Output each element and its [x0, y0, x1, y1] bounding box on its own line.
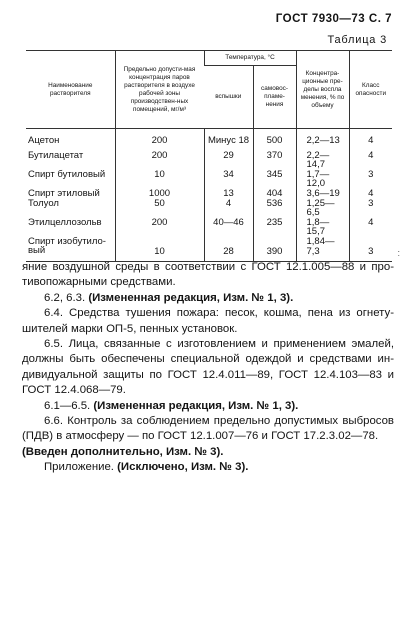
- cell-limits: 1,25—6,5: [296, 199, 349, 218]
- cell-hazard: 4: [349, 189, 392, 199]
- cell-flash: 29: [204, 146, 253, 170]
- paragraph-6-5: 6.5. Лица, связанные с изготовлением и применением эмалей, должны быть обеспечены специальной одеждой и средствами ин-дивидуальной защиты по ГОСТ 12.4.011—89, ГОСТ 12.4.103—83 и ГОСТ 12.4.068—79.: [22, 338, 394, 397]
- header-flash-point: вспышки: [204, 66, 253, 129]
- cell-autoign: 345: [253, 170, 296, 189]
- cell-limits: 2,2—13: [296, 136, 349, 146]
- cell-name: Спирт изобутило-вый: [26, 237, 115, 262]
- cell-mac: 200: [115, 146, 204, 170]
- cell-autoign: 390: [253, 237, 296, 262]
- cell-hazard: 3: [349, 237, 392, 262]
- cell-autoign: 370: [253, 146, 296, 170]
- cell-hazard: 3: [349, 170, 392, 189]
- cell-mac: 1000: [115, 189, 204, 199]
- cell-name: Ацетон: [28, 135, 60, 146]
- cell-mac: 50: [115, 199, 204, 218]
- cell-hazard: 4: [349, 136, 392, 146]
- cell-flash: 40—46: [204, 218, 253, 237]
- cell-flash: 4: [204, 199, 253, 218]
- cell-hazard: 4: [349, 218, 392, 237]
- paragraph-6-2-6-3: [22, 291, 394, 306]
- table-row: [26, 146, 392, 170]
- header-solvent-name: Наименование растворителя: [26, 51, 115, 129]
- cell-name: Бутилацетат: [28, 149, 84, 161]
- amendment-note: (Исключено, Изм. № 3).: [117, 461, 249, 474]
- body-text: [22, 260, 394, 476]
- solvent-properties-table: [26, 50, 392, 262]
- margin-mark: :: [397, 248, 400, 258]
- cell-limits: 1,8—15,7: [296, 218, 349, 237]
- cell-limits: 3,6—19: [296, 189, 349, 199]
- cell-flash: Минус 18: [204, 136, 253, 146]
- appendix-label: Приложение.: [44, 461, 118, 474]
- paragraph-continuation: яние воздушной среды в соответствии с ГОСТ 12.1.005—88 и про-тивопожарными средствами.: [22, 261, 394, 289]
- cell-name: Толуол: [28, 197, 59, 209]
- cell-autoign: 404: [253, 189, 296, 199]
- cell-limits: 1,84—7,3: [296, 237, 349, 262]
- cell-mac: 200: [115, 136, 204, 146]
- table-row: [26, 136, 392, 146]
- header-max-concentration: Предельно допусти-мая концентрация паров растворителя в воздухе рабочей зоны производствен-ных помещений, мг/м³: [115, 51, 204, 129]
- header-autoignition: самовос-пламе-нения: [253, 66, 296, 129]
- cell-hazard: 4: [349, 146, 392, 170]
- cell-flash: 28: [204, 237, 253, 262]
- paragraph-6-6: 6.6. Контроль за соблюдением предельно допустимых выбросов (ПДВ) в атмосферу — по ГОСТ 12.1.007—76 и ГОСТ 17.2.3.02—78.: [22, 415, 394, 443]
- cell-hazard: 3: [349, 199, 392, 218]
- cell-autoign: 536: [253, 199, 296, 218]
- cell-autoign: 500: [253, 136, 296, 146]
- amendment-note: (Измененная редакция, Изм. № 1, 3).: [88, 291, 294, 304]
- table-label: Таблица 3: [327, 34, 387, 46]
- table-row: [26, 237, 392, 262]
- paragraph-6-6-note: [22, 445, 394, 460]
- header-ignition-limits: Концентра-ционные пре-делы воспла менения, % по объему: [296, 51, 349, 129]
- paragraph-appendix: [22, 460, 394, 475]
- cell-autoign: 235: [253, 218, 296, 237]
- header-hazard-class: Класс опасности: [349, 51, 392, 129]
- cell-name: Этилцеллозольв: [28, 216, 102, 228]
- header-temperature: Температура, °С: [204, 51, 296, 66]
- running-header: ГОСТ 7930—73 С. 7: [275, 13, 392, 25]
- cell-limits: 2,2—14,7: [296, 146, 349, 170]
- cell-flash: 13: [204, 189, 253, 199]
- amendment-note: (Измененная редакция, Изм. № 1, 3).: [93, 399, 299, 412]
- cell-name: Спирт бутиловый: [28, 168, 106, 180]
- cell-mac: 10: [115, 170, 204, 189]
- paragraph-6-1-6-5: [22, 399, 394, 414]
- clause-number: 6.1—6.5.: [44, 399, 94, 412]
- table-row: [26, 199, 392, 218]
- table-row: [26, 170, 392, 189]
- table-row: [26, 189, 392, 199]
- cell-flash: 34: [204, 170, 253, 189]
- cell-mac: 200: [115, 218, 204, 237]
- clause-number: 6.2, 6.3.: [44, 291, 89, 304]
- amendment-note: (Введен дополнительно, Изм. № 3).: [22, 445, 224, 458]
- cell-limits: 1,7—12,0: [296, 170, 349, 189]
- cell-mac: 10: [115, 237, 204, 262]
- paragraph-6-4: 6.4. Средства тушения пожара: песок, кошма, пена из огнету-шителей марки ОП-5, пенных установок.: [22, 307, 394, 335]
- table-row: [26, 218, 392, 237]
- cell-name: Спирт этиловый: [28, 187, 100, 199]
